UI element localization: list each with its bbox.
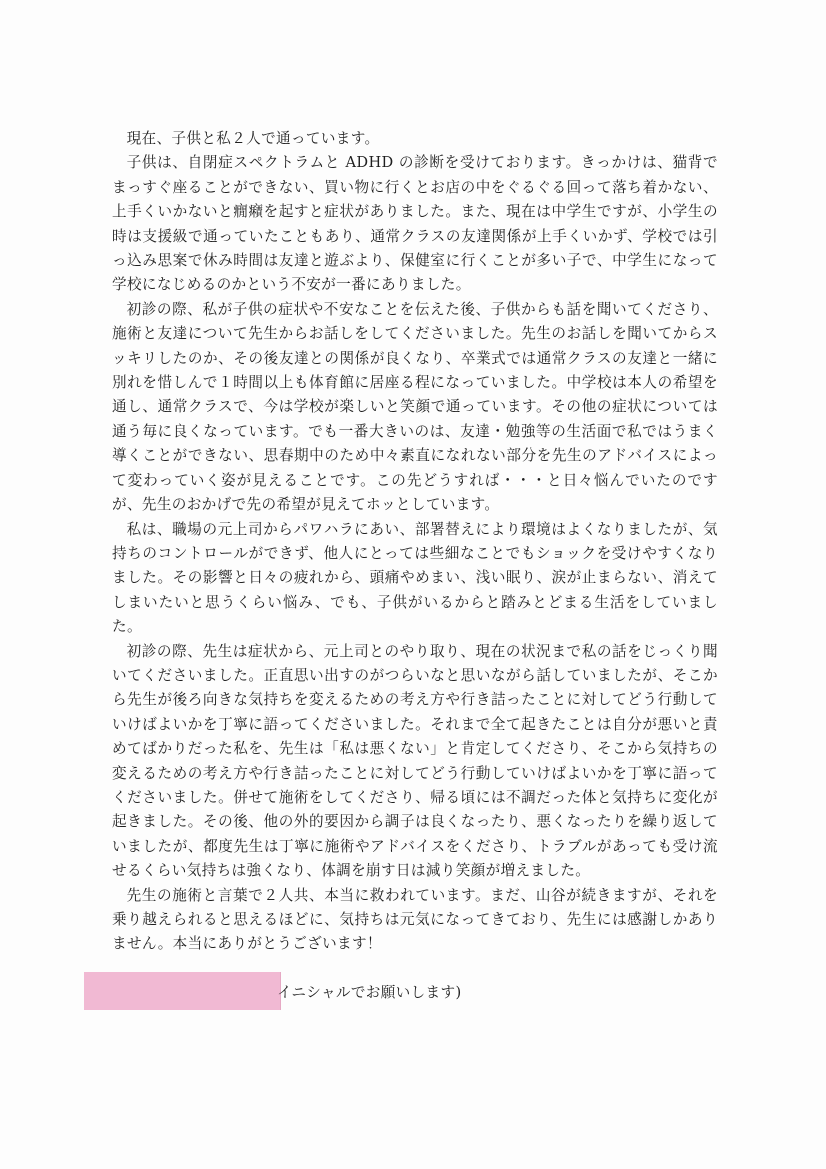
- letter-body: [112, 127, 718, 957]
- paragraph-mother-treatment: 初診の際、先生は症状から、元上司とのやり取り、現在の状況まで私の話をじっくり聞いてくださいました。正直思い出すのがつらいなと思いながら話していましたが、そこから先生が後ろ向きな気持ちを変えるための考え方や行き詰ったことに対してどう行動していけばよいかを丁寧に語ってくださいました。それまで全て起きたことは自分が悪いと責めてばかりだった私を、先生は「私は悪くない」と肯定してくださり、そこから気持ちの変えるための考え方や行き詰ったことに対してどう行動していけばよいかを丁寧に語ってくださいました。併せて施術をしてくださり、帰る頃には不調だった体と気持ちに変化が起きました。その後、他の外的要因から調子は良くなったり、悪くなったりを繰り返していましたが、都度先生は丁寧に施術やアドバイスをくださり、トラブルがあっても受け流せるくらい気持ちは強くなり、体調を崩す日は減り笑顔が増えました。: [112, 642, 718, 880]
- paragraph-mother-symptoms: 私は、職場の元上司からパワハラにあい、部署替えにより環境はよくなりましたが、気持ちのコントロールができず、他人にとっては些細なことでもショックを受けやすくなりました。その影響と日々の疲れから、頭痛やめまい、浅い眠り、涙が止まらない、消えてしまいたいと思うくらい悩み、でも、子供がいるからと踏みとどまる生活をしていました。: [112, 520, 718, 636]
- redacted-name: [84, 972, 281, 1010]
- paragraph-thanks: 先生の施術と言葉で２人共、本当に救われています。まだ、山谷が続きますが、それを乗り越えられると思えるほどに、気持ちは元気になってきており、先生には感謝しかありません。本当にありがとうございます！: [112, 886, 718, 953]
- paragraph-child-progress: 初診の際、私が子供の症状や不安なことを伝えた後、子供からも話を聞いてくださり、施術と友達について先生からお話しをしてくださいました。先生のお話しを聞いてからスッキリしたのか、その後友達との関係が良くなり、卒業式では通常クラスの友達と一緒に別れを惜しんで１時間以上も体育館に居座る程になっていました。中学校は本人の希望を通し、通常クラスで、今は学校が楽しいと笑顔で通っています。その他の症状については通う毎に良くなっています。でも一番大きいのは、友達・勉強等の生活面で私ではうまく導くことができない、思春期中のため中々素直になれない部分を先生のアドバイスによって変わっていく姿が見えることです。この先どうすれば・・・と日々悩んでいたのですが、先生のおかげで先の希望が見えてホッとしています。: [112, 300, 718, 514]
- paragraph-intro: 現在、子供と私２人で通っています。: [126, 130, 380, 147]
- signature-note: イニシャルでお願いします): [277, 983, 462, 1001]
- paragraph-child-symptoms: 子供は、自閉症スペクトラムと ADHD の診断を受けております。きっかけは、猫背でまっすぐ座ることができない、買い物に行くとお店の中をぐるぐる回って落ち着かない、上手くいかないと癇癪を起すと症状がありました。また、現在は中学生ですが、小学生の時は支援級で通っていたこともあり、通常クラスの友達関係が上手くいかず、学校では引っ込み思案で休み時間は友達と遊ぶより、保健室に行くことが多い子で、中学生になって学校になじめるのかという不安が一番にありました。: [112, 154, 718, 294]
- signature-line: [84, 971, 462, 1011]
